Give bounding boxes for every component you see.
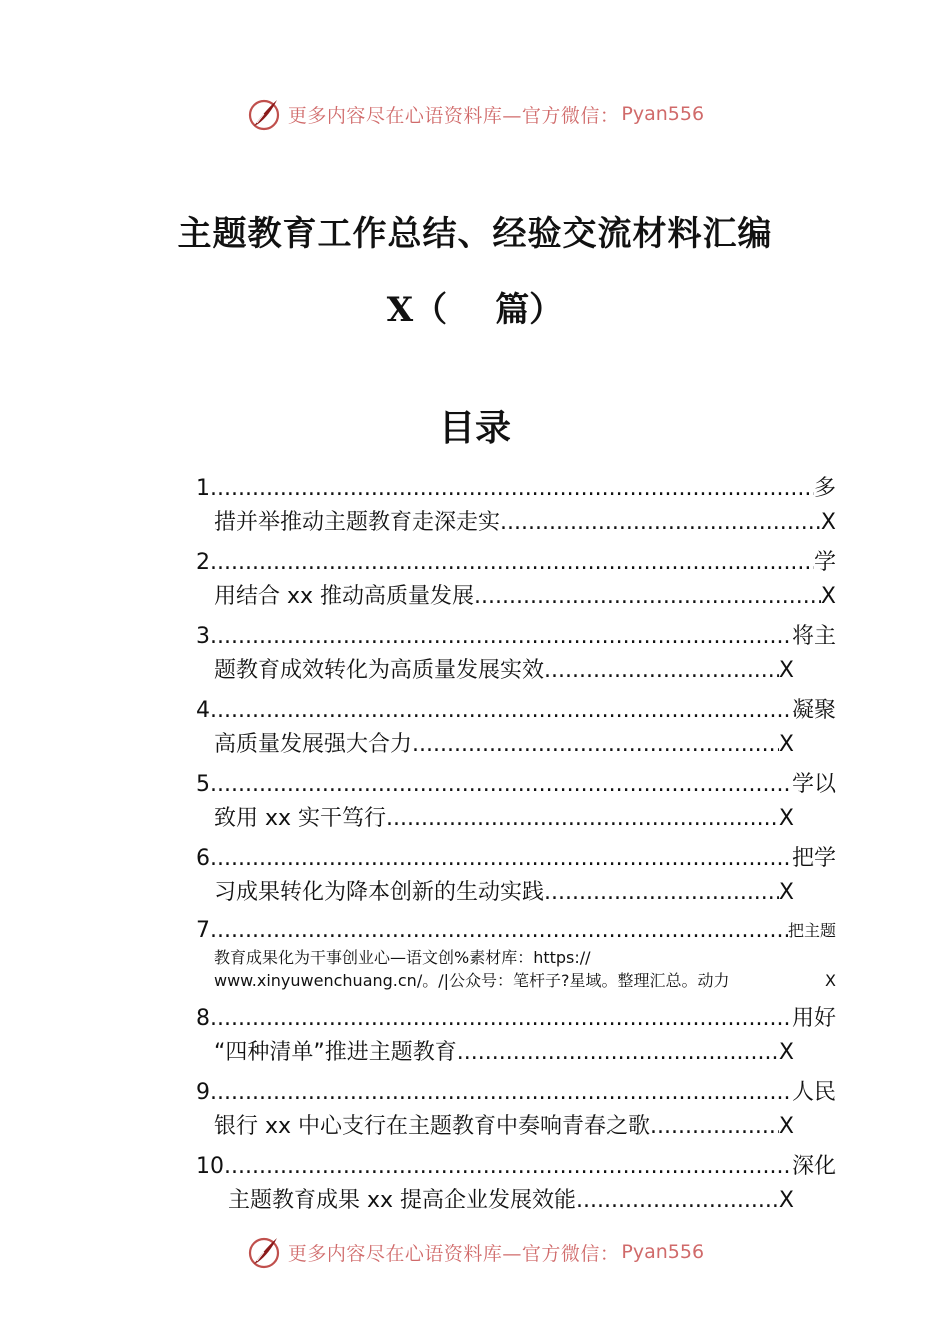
toc-entry-number: 1 (196, 476, 210, 501)
toc-entry-title-cont: 习成果转化为降本创新的生动实践 (214, 880, 545, 905)
toc-entry-page: X (778, 806, 794, 831)
toc-entry-page: X (778, 732, 794, 757)
subtitle-right: 篇） (495, 290, 564, 330)
toc-entry-page: X (778, 658, 794, 683)
toc-entry-title-start: 人民 (791, 1080, 836, 1105)
toc-entry-page: X (825, 971, 836, 990)
toc-entry-title-start: 把主题 (787, 921, 836, 940)
toc-entry-page: X (778, 1114, 794, 1139)
toc-entry-page: X (820, 510, 836, 535)
toc-entry-page: X (778, 1040, 794, 1065)
toc-entry-number: 6 (196, 846, 210, 871)
toc-entry-title-start: 学以 (791, 772, 836, 797)
toc-entry-page: X (820, 584, 836, 609)
toc-entry-number: 9 (196, 1080, 210, 1105)
toc-entry[interactable] (196, 768, 836, 842)
toc-entry-title-cont: 题教育成效转化为高质量发展实效 (214, 658, 545, 683)
toc-entry-title-cont: “四种清单”推进主题教育 (214, 1040, 457, 1065)
toc-entry-title-start: 将主 (791, 624, 836, 649)
toc-entry-title-cont: 教育成果化为干事创业心—语文创%素材库：https:// (214, 948, 591, 967)
banner-wechat-id: Pyan556 (621, 1241, 705, 1263)
toc-entry-title-cont: 银行 xx 中心支行在主题教育中奏响青春之歌 (214, 1114, 651, 1139)
toc-entry-number: 2 (196, 550, 210, 575)
toc-entry[interactable] (196, 694, 836, 768)
header-watermark-banner (0, 94, 950, 134)
toc-entry[interactable] (196, 546, 836, 620)
banner-text: 更多内容尽在心语资料库—官方微信： (287, 104, 620, 127)
toc-entry-page: X (778, 880, 794, 905)
toc-entry-title-start: 凝聚 (791, 698, 836, 723)
toc-entry-number: 7 (196, 918, 210, 943)
banner-text: 更多内容尽在心语资料库—官方微信： (287, 1242, 620, 1265)
toc-heading: 目录 (438, 407, 511, 449)
toc-entry-title-start: 多 (813, 476, 836, 501)
document-subtitle (0, 282, 950, 331)
table-of-contents (196, 472, 836, 1224)
toc-entry-number: 4 (196, 698, 210, 723)
toc-entry[interactable] (196, 1002, 836, 1076)
toc-entry-number: 10 (196, 1154, 224, 1179)
toc-entry-number: 3 (196, 624, 210, 649)
toc-entry[interactable] (196, 1076, 836, 1150)
subtitle-left: X（ (386, 290, 448, 330)
quill-pen-logo-icon (246, 1234, 282, 1270)
toc-entry[interactable] (196, 842, 836, 916)
toc-entry[interactable] (196, 916, 836, 1002)
toc-entry[interactable] (196, 1150, 836, 1224)
footer-watermark-banner (0, 1232, 950, 1272)
toc-entry[interactable] (196, 620, 836, 694)
toc-entry-title-start: 把学 (791, 846, 836, 871)
toc-entry-title-cont-2: www.xinyuwenchuang.cn/。/|公众号：笔杆子?星域。整理汇总。动力 (214, 971, 730, 990)
toc-entry-title-start: 学 (813, 550, 836, 575)
toc-entry[interactable] (196, 472, 836, 546)
toc-entry-title-cont: 用结合 xx 推动高质量发展 (214, 584, 475, 609)
toc-entry-number: 5 (196, 772, 210, 797)
toc-entry-title-cont: 高质量发展强大合力 (214, 732, 413, 757)
toc-entry-title-cont: 主题教育成果 xx 提高企业发展效能 (228, 1188, 577, 1213)
toc-entry-title-cont: 措并举推动主题教育走深走实 (214, 510, 501, 535)
toc-entry-title-start: 深化 (791, 1154, 836, 1179)
quill-pen-logo-icon (246, 96, 282, 132)
document-title: 主题教育工作总结、经验交流材料汇编 (177, 214, 773, 254)
toc-entry-page: X (778, 1188, 794, 1213)
toc-entry-title-start: 用好 (791, 1006, 836, 1031)
banner-wechat-id: Pyan556 (621, 103, 705, 125)
toc-entry-title-cont: 致用 xx 实干笃行 (214, 806, 387, 831)
toc-entry-number: 8 (196, 1006, 210, 1031)
